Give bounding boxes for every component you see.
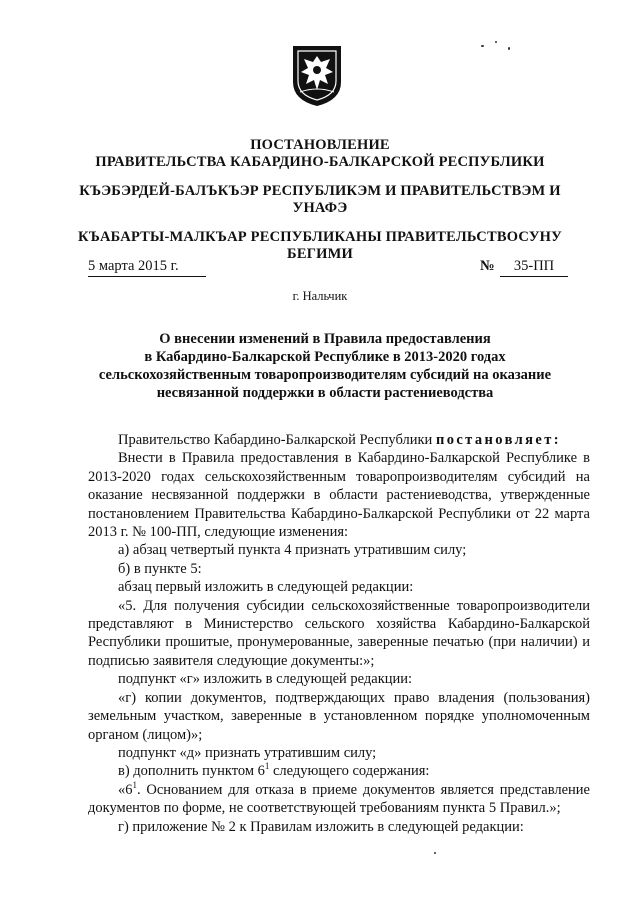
number-sign: № — [480, 258, 495, 274]
scan-speck — [495, 41, 497, 43]
resolution-verb: постановляет: — [435, 432, 561, 448]
paragraph: Внести в Правила предоставления в Кабардино-Балкарской Республике в 2013-2020 годах сельскохозяйственным товаропроизводителям субсидий на оказание несвязанной поддержки в области растениеводства, утвержденные постановлением Правительства Кабардино-Балкарской Республики от 22 марта 2013 г. № 100-ПП, следующие изменения: — [88, 450, 590, 541]
header-government-kab-cont: УНАФЭ — [292, 200, 348, 216]
document-body — [88, 431, 590, 836]
paragraph — [88, 762, 590, 780]
header-government-balk-cont: БЕГИМИ — [287, 246, 353, 262]
title-line: сельскохозяйственным товаропроизводителям субсидий на оказание — [98, 367, 552, 383]
title-line: несвязанной поддержки в области растениеводства — [156, 385, 494, 401]
header-government-balk: КЪАБАРТЫ-МАЛКЪАР РЕСПУБЛИКАНЫ ПРАВИТЕЛЬСТВОСУНУ — [78, 229, 562, 245]
paragraph: г) приложение № 2 к Правилам изложить в следующей редакции: — [118, 818, 524, 835]
paragraph-resolution — [88, 431, 590, 449]
paragraph: абзац первый изложить в следующей редакции: — [118, 579, 414, 596]
document-number: 35-ПП — [500, 258, 568, 277]
resolution-subject: Правительство Кабардино-Балкарской Республики — [118, 432, 433, 448]
header-government-ru: ПРАВИТЕЛЬСТВА КАБАРДИНО-БАЛКАРСКОЙ РЕСПУБЛИКИ — [95, 154, 545, 170]
paragraph: а) абзац четвертый пункта 4 признать утратившим силу; — [118, 542, 467, 559]
paragraph: «г) копии документов, подтверждающих право владения (пользования) земельным участком, заверенные в установленном порядке уполномоченным органом (лицом)»; — [88, 689, 590, 743]
scan-speck — [508, 47, 510, 50]
header-government-kab: КЪЭБЭРДЕЙ-БАЛЪКЪЭР РЕСПУБЛИКЭМ И ПРАВИТЕЛЬСТВЭМ И — [79, 183, 561, 199]
title-line: О внесении изменений в Правила предоставления — [159, 331, 491, 347]
header-title: ПОСТАНОВЛЕНИЕ — [250, 137, 390, 153]
scan-speck — [481, 45, 484, 47]
paragraph: б) в пункте 5: — [118, 560, 202, 577]
paragraph: подпункт «г» изложить в следующей редакции: — [118, 671, 413, 688]
paragraph: «5. Для получения субсидии сельскохозяйственные товаропроизводители представляют в Министерство сельского хозяйства Кабардино-Балкарской Республики прошитые, пронумерованные, заверенные печатью (при наличии) и подписью заявителя следующие документы:»; — [88, 597, 590, 669]
scan-speck — [434, 852, 436, 854]
text-run: в) дополнить пунктом 6 — [118, 763, 265, 780]
text-run: «6 — [118, 781, 133, 798]
document-title — [80, 330, 570, 402]
paragraph — [88, 781, 590, 818]
paragraph: подпункт «д» признать утратившим силу; — [118, 744, 377, 761]
document-date: 5 марта 2015 г. — [88, 258, 206, 277]
city: г. Нальчик — [292, 289, 348, 303]
superscript: 1 — [132, 779, 137, 790]
title-line: в Кабардино-Балкарской Республике в 2013-2020 годах — [144, 349, 506, 365]
text-run: . Основанием для отказа в приеме документов является представление документов по форме, не соответствующей требованиям пункта 5 Правил.»; — [88, 781, 590, 817]
superscript: 1 — [264, 761, 270, 772]
text-run: следующего содержания: — [269, 763, 430, 780]
date-number-row — [0, 258, 640, 288]
coat-of-arms-icon — [290, 42, 344, 108]
